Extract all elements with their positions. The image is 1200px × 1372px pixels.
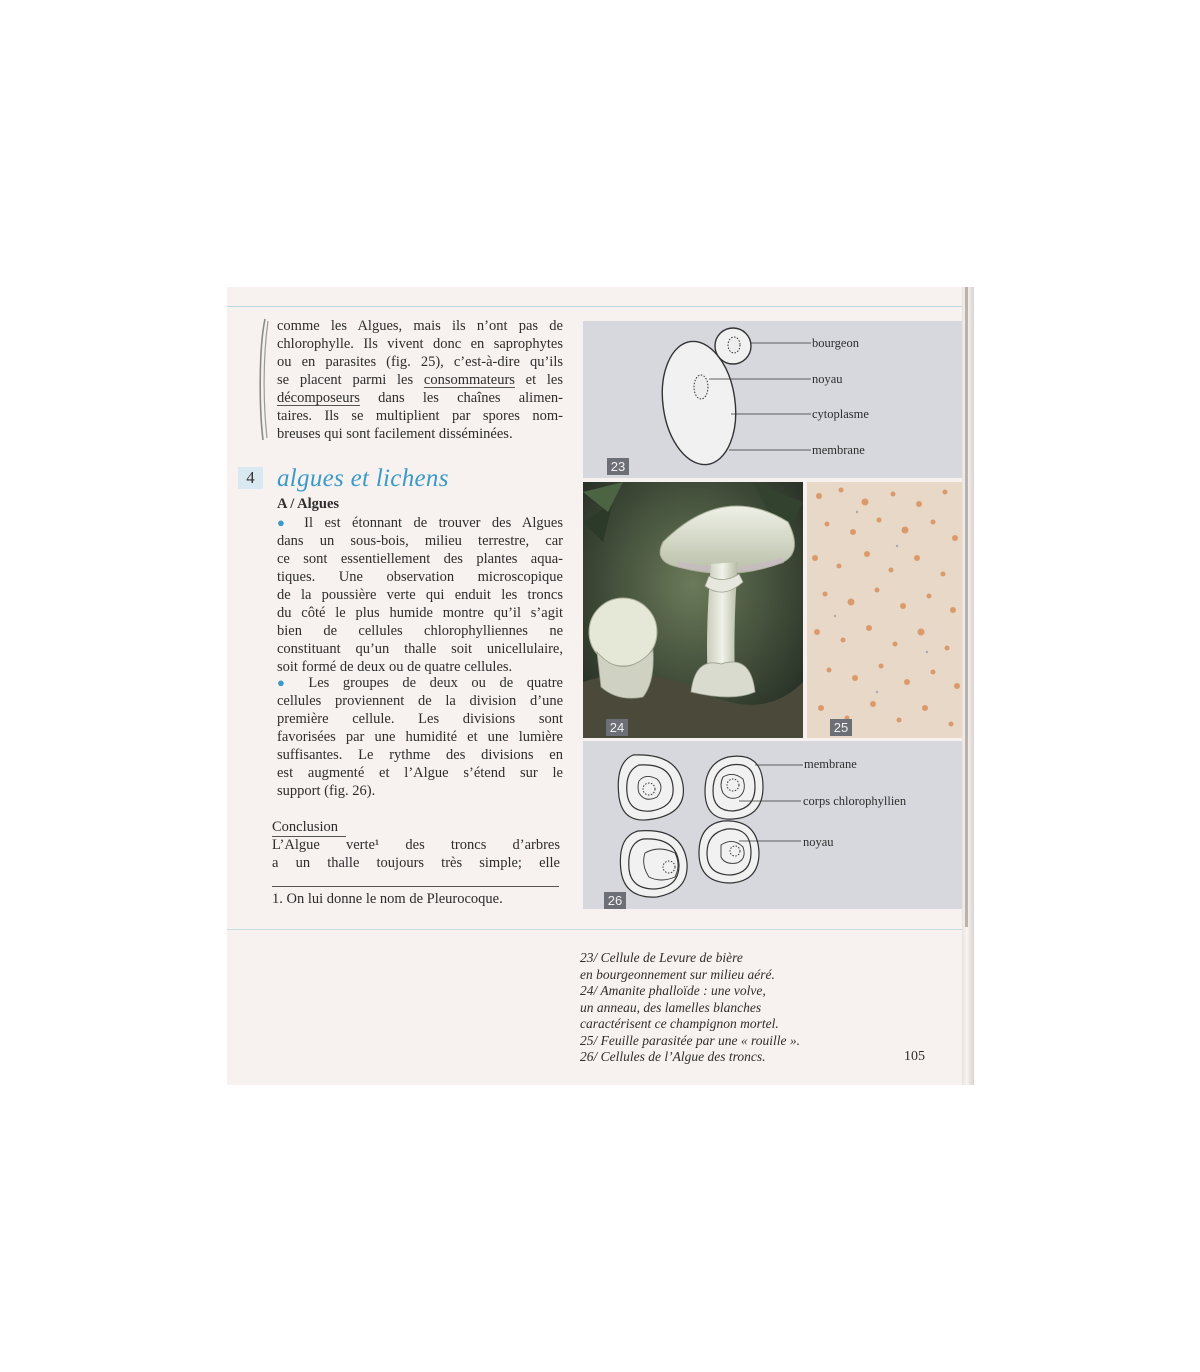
intro-text: dans les chaînes alimen- xyxy=(359,390,563,406)
para2-line: favorisées par une humidité et une lumière xyxy=(277,729,563,745)
label-membrane: membrane xyxy=(804,757,857,771)
conclusion-heading: Conclusion xyxy=(272,819,339,835)
underlined-term-decomposeurs: décomposeurs xyxy=(277,390,360,406)
intro-line-6: taires. Ils se multiplient par spores nom- xyxy=(277,408,563,424)
para1-line: de la poussière verte qui enduit les troncs xyxy=(277,587,563,603)
page-spine-shadow xyxy=(965,287,968,927)
intro-line-7: breuses qui sont facilement disséminées. xyxy=(277,426,513,442)
para1-line: du côté le plus humide montre qu’il s’agit xyxy=(277,605,563,621)
para2-line: suffisantes. Le rythme des divisions en xyxy=(277,747,563,763)
paragraph-1 xyxy=(277,514,563,676)
footnote-rule xyxy=(272,886,559,887)
caption-line: 25/ Feuille parasitée par une « rouille ». xyxy=(580,1032,800,1048)
figure-23-number: 23 xyxy=(607,458,629,475)
algae-cells-diagram xyxy=(583,741,962,909)
bullet-icon: ● xyxy=(277,515,293,530)
intro-text: et les xyxy=(514,372,564,388)
figure-25-number: 25 xyxy=(830,719,852,736)
amanita-mushroom-illustration xyxy=(583,482,803,738)
para2-line: cellules proviennent de la division d’une xyxy=(277,693,563,709)
section-number: 4 xyxy=(238,467,263,489)
figure-26-number: 26 xyxy=(604,892,626,909)
para2-line xyxy=(277,674,563,692)
para2-line: première cellule. Les divisions sont xyxy=(277,711,563,727)
caption-line: un anneau, des lamelles blanches xyxy=(580,999,762,1015)
para1-line: tiques. Une observation microscopique xyxy=(277,569,563,585)
paragraph-2 xyxy=(277,674,563,800)
figure-23-panel xyxy=(583,321,962,478)
para2-text: Les groupes de deux ou de quatre xyxy=(308,675,563,691)
yeast-cell-diagram xyxy=(583,321,962,478)
intro-line-5 xyxy=(277,389,563,407)
label-corps-chlorophyllien: corps chlorophyllien xyxy=(803,794,907,808)
para1-line: constituant qu’un thalle soit unicellulaire, xyxy=(277,641,563,657)
figure-26-panel xyxy=(583,741,962,909)
conclusion-paragraph xyxy=(272,836,560,872)
conclusion-line: a un thalle toujours très simple; elle xyxy=(272,855,560,871)
top-rule xyxy=(227,306,962,307)
para1-line: ce sont essentiellement des plantes aqua- xyxy=(277,551,563,567)
intro-line-1: comme les Algues, mais ils n’ont pas de xyxy=(277,318,563,334)
subheading: A / Algues xyxy=(277,496,340,512)
caption-line: 26/ Cellules de l’Algue des troncs. xyxy=(580,1049,766,1064)
conclusion-line: L’Algue verte¹ des troncs d’arbres xyxy=(272,837,560,853)
bullet-icon: ● xyxy=(277,675,295,690)
para1-line xyxy=(277,514,563,532)
figure-24-photo xyxy=(583,482,803,738)
label-cytoplasme: cytoplasme xyxy=(812,407,869,421)
label-noyau: noyau xyxy=(803,835,834,849)
caption-line: 23/ Cellule de Levure de bière xyxy=(580,950,743,965)
page-edge xyxy=(962,287,974,1085)
para1-line: bien de cellules chlorophylliennes ne xyxy=(277,623,563,639)
intro-line-3: ou en parasites (fig. 25), c’est-à-dire qu’ils xyxy=(277,354,563,370)
figure-24-number: 24 xyxy=(606,719,628,736)
leaf-rust-illustration xyxy=(807,482,962,738)
para2-line: est augmenté et l’Algue s’étend sur le xyxy=(277,765,563,781)
figure-25-photo xyxy=(807,482,962,738)
label-bourgeon: bourgeon xyxy=(812,336,859,350)
para2-line: support (fig. 26). xyxy=(277,783,376,799)
pencil-bracket-mark xyxy=(256,317,270,442)
intro-text: se placent parmi les xyxy=(277,372,424,388)
para1-line: soit formé de deux ou de quatre cellules. xyxy=(277,659,513,675)
section-title: algues et lichens xyxy=(277,465,449,492)
page-number: 105 xyxy=(904,1049,925,1064)
intro-line-4 xyxy=(277,371,563,389)
footnote: 1. On lui donne le nom de Pleurocoque. xyxy=(272,891,503,907)
caption-line: en bourgeonnement sur milieu aéré. xyxy=(580,966,775,982)
underlined-term-consommateurs: consommateurs xyxy=(423,372,515,388)
intro-paragraph xyxy=(277,317,563,443)
label-noyau: noyau xyxy=(812,372,843,386)
caption-line: 24/ Amanite phalloïde : une volve, xyxy=(580,983,766,998)
para1-text: Il est étonnant de trouver des Algues xyxy=(304,515,564,531)
caption-line: caractérisent ce champignon mortel. xyxy=(580,1016,779,1031)
label-membrane: membrane xyxy=(812,443,865,457)
intro-line-2: chlorophylle. Ils vivent donc en saprophytes xyxy=(277,336,563,352)
para1-line: dans un sous-bois, milieu terrestre, car xyxy=(277,533,563,549)
figure-captions xyxy=(580,950,800,1066)
bottom-rule xyxy=(227,929,962,930)
